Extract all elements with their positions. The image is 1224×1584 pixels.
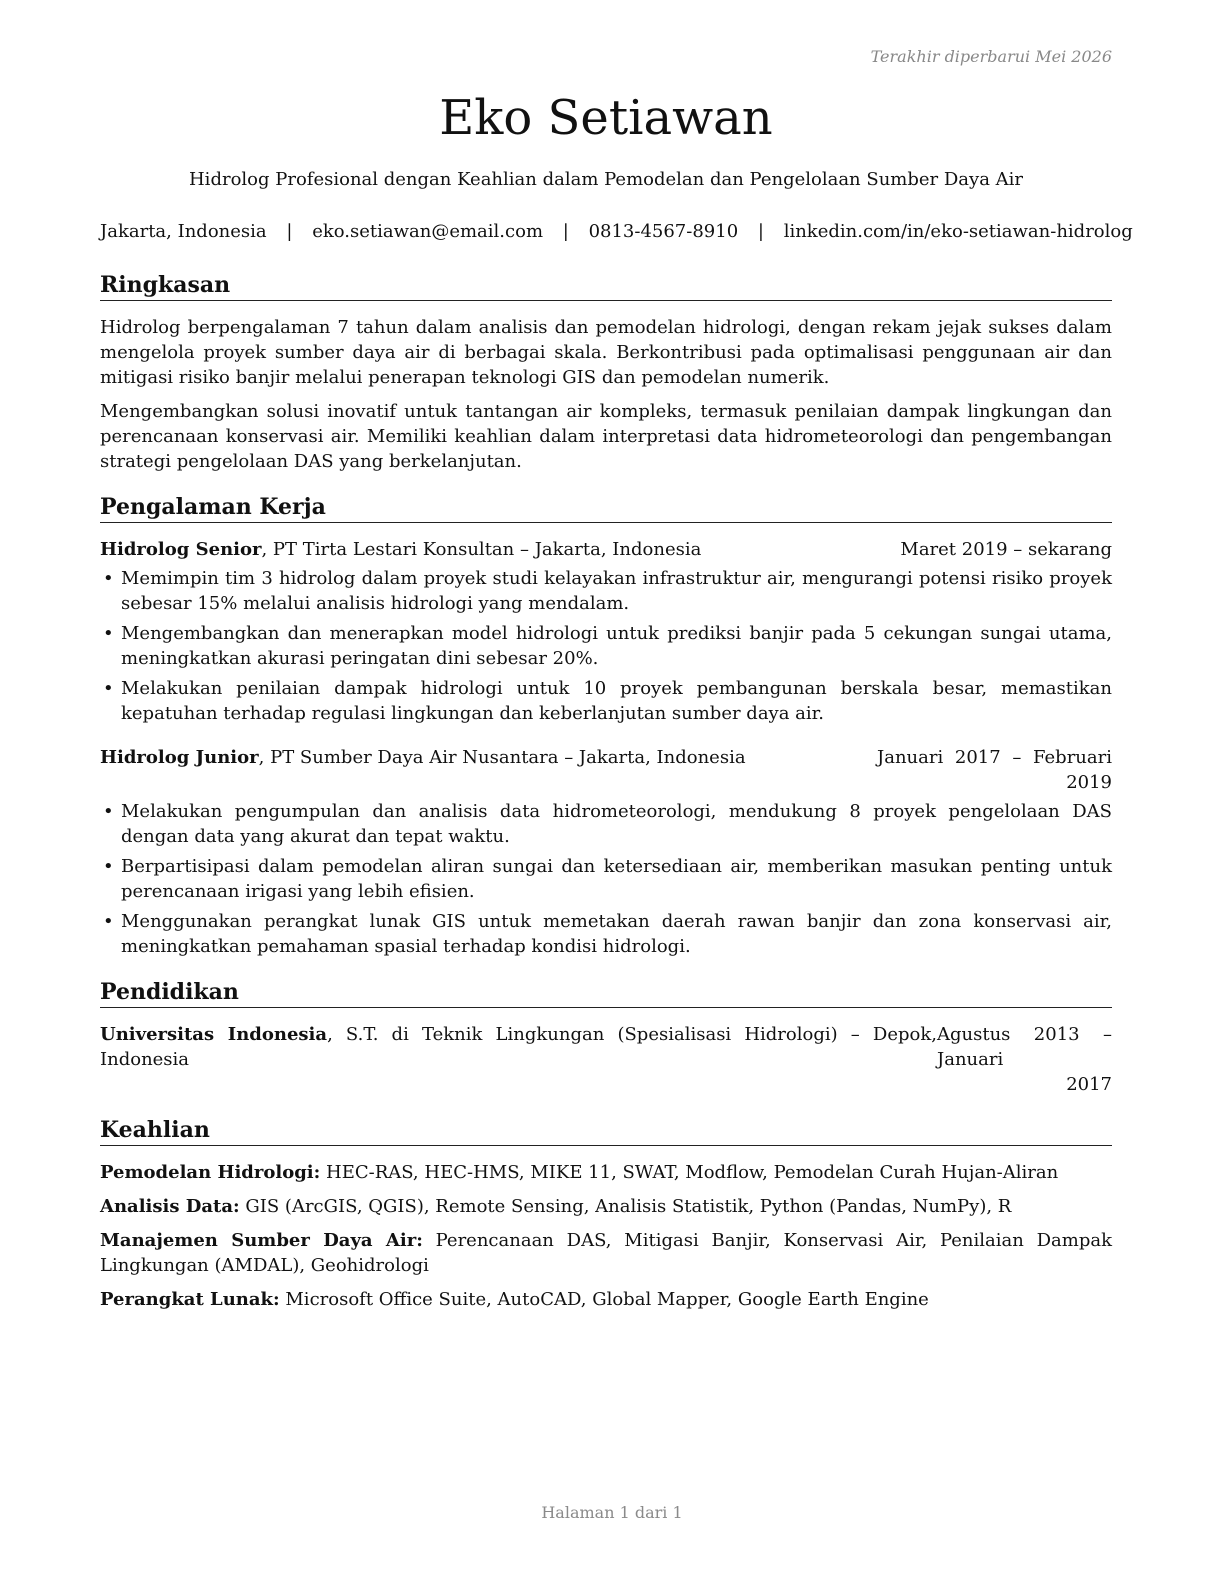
job-bullet: • Melakukan penilaian dampak hidrologi untuk 10 proyek pembangunan berskala besar, memastikan kepatuhan terhadap regulasi lingkungan dan keberlanjutan sumber daya air. xyxy=(100,676,1112,726)
section-title-skills: Keahlian xyxy=(100,1115,1112,1146)
section-title-experience: Pengalaman Kerja xyxy=(100,492,1112,523)
skill-value: GIS (ArcGIS, QGIS), Remote Sensing, Analisis Statistik, Python (Pandas, NumPy), R xyxy=(239,1196,1012,1217)
page-number: Halaman 1 dari 1 xyxy=(541,1503,683,1522)
job-role: Hidrolog Senior xyxy=(100,539,262,560)
education-dates-line: Agustus 2013 – Januari xyxy=(937,1024,1112,1070)
job-title-line xyxy=(100,537,900,562)
job-bullet: • Memimpin tim 3 hidrolog dalam proyek studi kelayakan infrastruktur air, mengurangi potensi risiko proyek sebesar 15% melalui analisis hidrologi yang mendalam. xyxy=(100,566,1112,616)
contact-separator: | xyxy=(757,221,764,242)
education-detail: , S.T. di Teknik Lingkungan (Spesialisasi Hidrologi) – Depok, Indonesia xyxy=(100,1024,937,1070)
skill-label: Analisis Data: xyxy=(100,1196,240,1217)
job-entry xyxy=(100,537,1112,726)
job-bullet: • Menggunakan perangkat lunak GIS untuk memetakan daerah rawan banjir dan zona konservasi air, meningkatkan pemahaman spasial terhadap kondisi hidrologi. xyxy=(100,909,1112,959)
education-dates xyxy=(937,1022,1112,1097)
section-title-education: Pendidikan xyxy=(100,977,1112,1008)
summary-section xyxy=(100,270,1112,474)
job-org: , PT Tirta Lestari Konsultan – Jakarta, Indonesia xyxy=(261,539,702,560)
job-bullet: • Mengembangkan dan menerapkan model hidrologi untuk prediksi banjir pada 5 cekungan sungai utama, meningkatkan akurasi peringatan dini sebesar 20%. xyxy=(100,621,1112,671)
education-dates-line: 2017 xyxy=(1066,1074,1112,1095)
contact-email[interactable]: eko.setiawan@email.com xyxy=(312,221,544,242)
contact-phone: 0813-4567-8910 xyxy=(588,221,739,242)
skill-item xyxy=(100,1228,1112,1278)
skill-value: HEC-RAS, HEC-HMS, MIKE 11, SWAT, Modflow, Pemodelan Curah Hujan-Aliran xyxy=(320,1162,1059,1183)
skill-item xyxy=(100,1160,1112,1185)
education-section xyxy=(100,977,1112,1097)
education-degree xyxy=(100,1022,937,1097)
skill-item xyxy=(100,1287,1112,1312)
job-entry xyxy=(100,745,1112,959)
skill-label: Manajemen Sumber Daya Air: xyxy=(100,1230,423,1251)
summary-paragraph: Mengembangkan solusi inovatif untuk tantangan air kompleks, termasuk penilaian dampak lingkungan dan perencanaan konservasi air. Memiliki keahlian dalam interpretasi data hidrometeorologi dan pengembangan strategi pengelolaan DAS yang berkelanjutan. xyxy=(100,401,1112,472)
experience-section xyxy=(100,492,1112,959)
contact-line xyxy=(100,219,1133,244)
skills-section xyxy=(100,1115,1112,1312)
job-bullet: • Melakukan pengumpulan dan analisis data hidrometeorologi, mendukung 8 proyek pengelolaan DAS dengan data yang akurat dan tepat waktu. xyxy=(100,799,1112,849)
education-entry xyxy=(100,1022,1112,1097)
job-dates-line: Januari 2017 – Februari xyxy=(877,747,1112,768)
job-bullets xyxy=(100,799,1112,959)
skill-value: Perencanaan DAS, Mitigasi Banjir, Konservasi Air, Penilaian Dampak Lingkungan (AMDAL), Geohidrologi xyxy=(100,1230,1112,1276)
candidate-name: Eko Setiawan xyxy=(439,90,773,146)
job-dates-line: 2019 xyxy=(1066,772,1112,793)
skill-label: Perangkat Lunak: xyxy=(100,1289,280,1310)
section-title-summary: Ringkasan xyxy=(100,270,1112,301)
last-updated-note: Terakhir diperbarui Mei 2026 xyxy=(870,47,1112,66)
job-bullets xyxy=(100,566,1112,726)
resume-content xyxy=(100,270,1112,1330)
job-title-line xyxy=(100,745,877,770)
job-dates xyxy=(877,745,1112,795)
job-role: Hidrolog Junior xyxy=(100,747,259,768)
education-school: Universitas Indonesia xyxy=(100,1024,328,1045)
job-dates: Maret 2019 – sekarang xyxy=(900,539,1112,560)
skill-item xyxy=(100,1194,1112,1219)
summary-paragraph: Hidrolog berpengalaman 7 tahun dalam analisis dan pemodelan hidrologi, dengan rekam jejak sukses dalam mengelola proyek sumber daya air di berbagai skala. Berkontribusi pada optimalisasi penggunaan air dan mitigasi risiko banjir melalui penerapan teknologi GIS dan pemodelan numerik. xyxy=(100,317,1112,388)
job-header xyxy=(100,745,1112,795)
contact-separator: | xyxy=(286,221,293,242)
contact-separator: | xyxy=(562,221,569,242)
contact-linkedin[interactable]: linkedin.com/in/eko-setiawan-hidrolog xyxy=(783,221,1133,242)
tagline: Hidrolog Profesional dengan Keahlian dalam Pemodelan dan Pengelolaan Sumber Daya Air xyxy=(188,169,1024,190)
job-org: , PT Sumber Daya Air Nusantara – Jakarta, Indonesia xyxy=(258,747,746,768)
contact-location: Jakarta, Indonesia xyxy=(100,221,267,242)
job-bullet: • Berpartisipasi dalam pemodelan aliran sungai dan ketersediaan air, memberikan masukan penting untuk perencanaan irigasi yang lebih efisien. xyxy=(100,854,1112,904)
skill-label: Pemodelan Hidrologi: xyxy=(100,1162,321,1183)
job-header xyxy=(100,537,1112,562)
skill-value: Microsoft Office Suite, AutoCAD, Global Mapper, Google Earth Engine xyxy=(279,1289,929,1310)
